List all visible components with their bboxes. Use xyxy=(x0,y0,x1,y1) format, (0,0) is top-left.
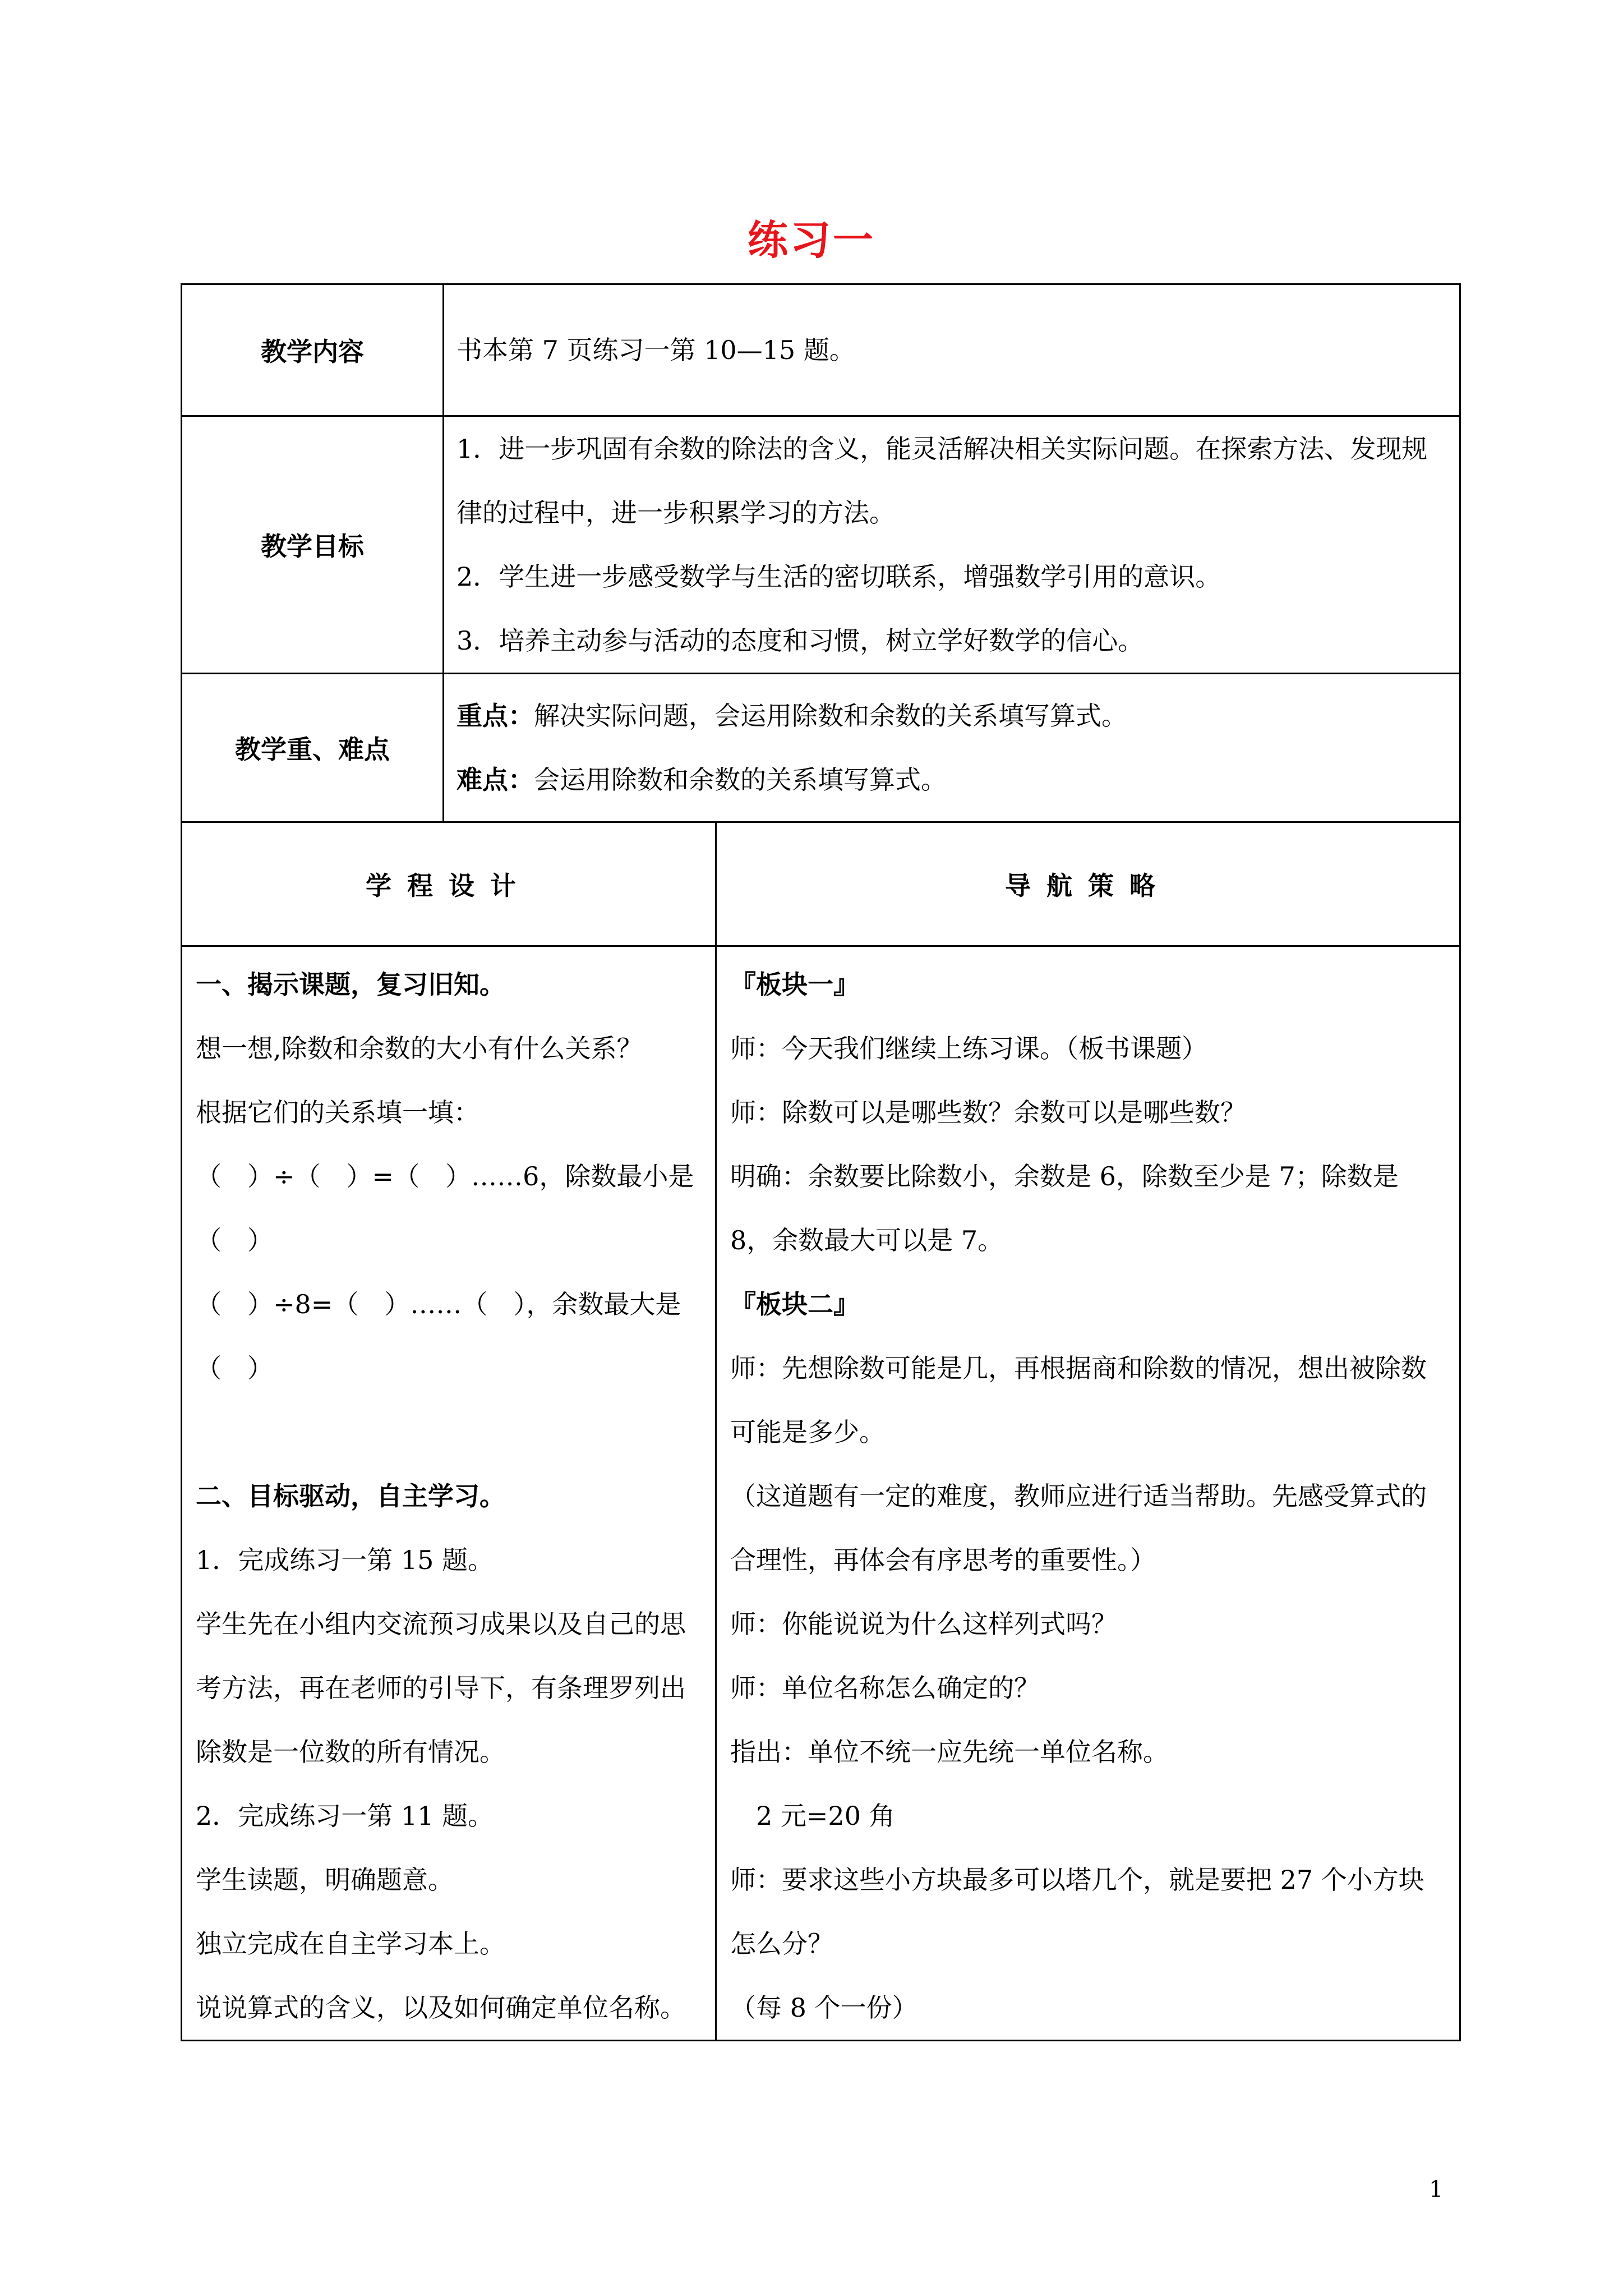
text-line: （ ）÷8=（ ）……（ ），余数最大是（ ） xyxy=(196,1289,681,1383)
goal-item: 2．学生进一步感受数学与生活的密切联系，增强数学引用的意识。 xyxy=(457,562,1221,592)
header-navigation-strategy: 导航策略 xyxy=(716,822,1460,946)
text-line: 学生先在小组内交流预习成果以及自己的思考方法，再在老师的引导下，有条理罗列出除数是一位数的所有情况。 xyxy=(196,1609,686,1767)
spacer xyxy=(196,1400,702,1464)
header-learning-design: 学程设计 xyxy=(182,822,716,946)
row-column-headers xyxy=(182,822,1460,946)
focus-text: 解决实际问题，会运用除数和余数的关系填写算式。 xyxy=(534,701,1127,731)
difficulty-label: 难点： xyxy=(457,765,534,795)
section-title: 二、目标驱动，自主学习。 xyxy=(196,1481,505,1511)
section-title: 一、揭示课题，复习旧知。 xyxy=(196,969,505,1000)
teaching-content-text: 书本第 7 页练习一第 10—15 题。 xyxy=(444,284,1460,416)
row-lesson-body xyxy=(182,946,1460,2041)
page-number: 1 xyxy=(1429,2177,1444,2202)
text-line: 学生读题，明确题意。 xyxy=(196,1865,454,1895)
text-line: （ ）÷（ ）=（ ）……6，除数最小是（ ） xyxy=(196,1161,694,1255)
text-line: 2．完成练习一第 11 题。 xyxy=(196,1801,494,1831)
text-line: 独立完成在自主学习本上。 xyxy=(196,1929,505,1959)
row-teaching-content xyxy=(182,284,1460,416)
text-line: 明确：余数要比除数小，余数是 6，除数至少是 7；除数是 8，余数最大可以是 7。 xyxy=(730,1161,1399,1255)
label-key-points: 教学重、难点 xyxy=(182,674,444,822)
text-line: 师：今天我们继续上练习课。（板书课题） xyxy=(730,1033,1207,1064)
row-teaching-goals xyxy=(182,416,1460,674)
text-line: （这道题有一定的难度，教师应进行适当帮助。先感受算式的合理性，再体会有序思考的重要性。） xyxy=(730,1481,1427,1575)
text-line: 说说算式的含义，以及如何确定单位名称。 xyxy=(196,1993,686,2023)
difficulty-line xyxy=(457,748,1447,812)
text-line: 师：单位名称怎么确定的？ xyxy=(730,1673,1040,1703)
text-line: 指出：单位不统一应先统一单位名称。 xyxy=(730,1737,1169,1767)
learning-design-column xyxy=(182,946,716,2041)
label-teaching-goals: 教学目标 xyxy=(182,416,444,674)
text-line: 2 元=20 角 xyxy=(756,1801,895,1831)
text-line: 想一想,除数和余数的大小有什么关系？ xyxy=(196,1033,643,1064)
text-line: 师：你能说说为什么这样列式吗？ xyxy=(730,1609,1117,1639)
block-title: 『板块一』 xyxy=(730,969,859,1000)
key-points-text xyxy=(444,674,1460,822)
text-line: 师：先想除数可能是几，再根据商和除数的情况，想出被除数可能是多少。 xyxy=(730,1353,1427,1447)
goal-item: 1．进一步巩固有余数的除法的含义，能灵活解决相关实际问题。在探索方法、发现规律的过程中，进一步积累学习的方法。 xyxy=(457,434,1428,528)
focus-line xyxy=(457,684,1447,748)
page-title: 练习一 xyxy=(747,216,875,264)
text-line: 师：要求这些小方块最多可以塔几个，就是要把 27 个小方块怎么分？ xyxy=(730,1865,1424,1959)
text-line: 师：除数可以是哪些数？余数可以是哪些数？ xyxy=(730,1097,1246,1128)
text-line: 根据它们的关系填一填： xyxy=(196,1097,479,1128)
difficulty-text: 会运用除数和余数的关系填写算式。 xyxy=(534,765,947,795)
block-title: 『板块二』 xyxy=(730,1289,859,1319)
label-teaching-content: 教学内容 xyxy=(182,284,444,416)
goal-item: 3．培养主动参与活动的态度和习惯，树立学好数学的信心。 xyxy=(457,625,1144,656)
teaching-goals-list xyxy=(444,416,1460,674)
lesson-plan-table xyxy=(181,283,1461,2041)
text-line: （每 8 个一份） xyxy=(730,1993,918,2023)
focus-label: 重点： xyxy=(457,701,534,731)
navigation-strategy-column xyxy=(716,946,1460,2041)
text-line: 1．完成练习一第 15 题。 xyxy=(196,1545,494,1575)
row-key-points xyxy=(182,674,1460,822)
